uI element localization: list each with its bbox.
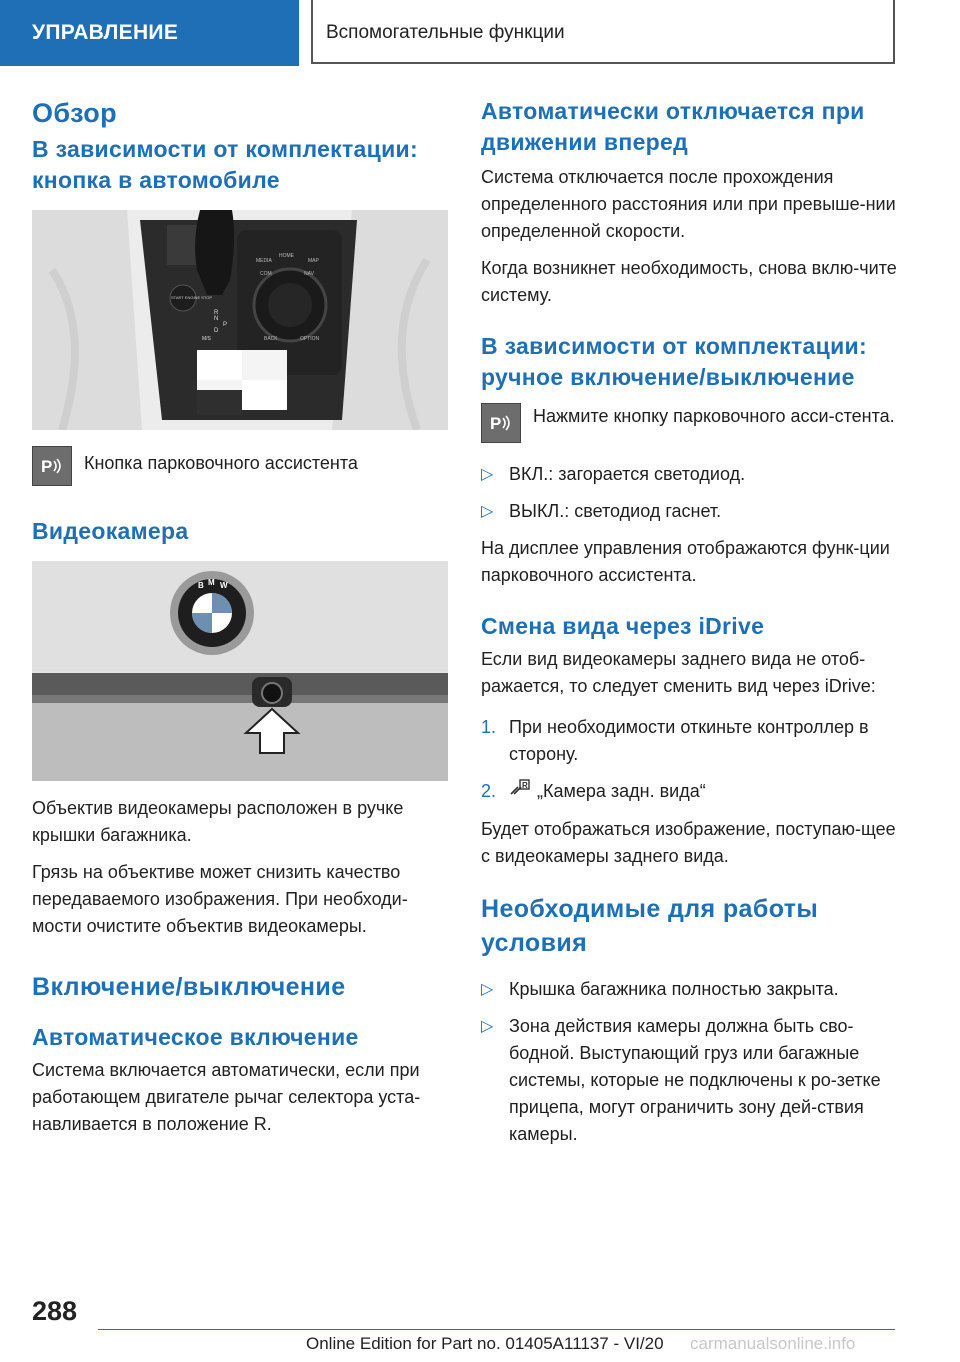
triangle-bullet-icon: ▷ <box>481 466 494 483</box>
camera-illustration <box>32 561 448 781</box>
auto-off-paragraph-1: Система отключается после прохождения определенного расстояния или при превыше-нии определенной скорости. <box>481 167 896 241</box>
section-tab[interactable]: УПРАВЛЕНИЕ <box>0 0 299 66</box>
label-map: MAP <box>308 258 319 264</box>
console-illustration <box>32 210 448 430</box>
right-column <box>481 96 901 1158</box>
footer-divider <box>98 1329 895 1330</box>
auto-on-paragraph: Система включается автоматически, если при работающем двигателе рычаг селектора уста-навливается в положение R. <box>32 1060 421 1134</box>
label-com: COM <box>260 271 272 277</box>
heading-conditions: Необходимые для работы условия <box>481 895 819 958</box>
label-gear-p: P <box>223 322 228 328</box>
svg-text:P: P <box>41 457 53 476</box>
camera-paragraph-2: Грязь на объективе может снизить качество передаваемого изображения. При необходи-мости очистите объектив видеокамеры. <box>32 862 408 936</box>
manual-instruction-text: Нажмите кнопку парковочного асси-стента. <box>533 406 895 426</box>
list-item: 1. При необходимости откиньте контроллер в сторону. <box>481 717 869 764</box>
idrive-steps <box>481 714 901 806</box>
bmw-letter-m: M <box>208 578 215 587</box>
park-assist-caption: Кнопка парковочного ассистента <box>84 453 358 473</box>
rear-camera-icon <box>509 778 537 806</box>
triangle-bullet-icon: ▷ <box>481 1018 494 1036</box>
auto-off-paragraph-2: Когда возникнет необходимость, снова вклю-чите систему. <box>481 258 897 305</box>
park-assist-button-icon <box>32 446 72 486</box>
list-item: ▷ ВЫКЛ.: светодиод гаснет. <box>481 498 901 525</box>
list-item: 2. R „Камера задн. вида“ <box>481 778 901 806</box>
console-image <box>32 210 448 430</box>
label-media: MEDIA <box>256 258 272 264</box>
conditions-list <box>481 976 901 1148</box>
triangle-bullet-icon: ▷ <box>481 981 494 999</box>
label-nav: NAV <box>304 271 314 277</box>
label-gear-d: D <box>214 328 219 334</box>
heading-auto-off: Автоматически отключается при движении вперед <box>481 98 865 155</box>
label-start-stop: START ENGINE STOP <box>171 295 213 300</box>
heading-button-option: В зависимости от комплектации: кнопка в автомобиле <box>32 136 418 193</box>
bmw-letter-w: W <box>220 581 228 590</box>
label-gear-n: N <box>214 316 219 322</box>
on-off-list <box>481 461 901 525</box>
idrive-paragraph: Если вид видеокамеры заднего вида не отоб-ражается, то следует сменить вид через iDrive: <box>481 649 876 696</box>
list-item: ▷ ВКЛ.: загорается светодиод. <box>481 461 901 488</box>
label-back: BACK <box>264 336 278 342</box>
label-gear-r: R <box>214 310 219 316</box>
svg-text:P: P <box>490 414 502 433</box>
heading-idrive: Смена вида через iDrive <box>481 613 765 639</box>
heading-manual: В зависимости от комплектации: ручное включение/выключение <box>481 333 867 390</box>
manual-instruction-row <box>481 403 901 443</box>
left-column <box>32 96 452 1148</box>
list-item: ▷ Зона действия камеры должна быть сво-бодной. Выступающий груз или багажные системы, которые не подключены к ро-зетке прицепа, могут ограничить зону дей-ствия камеры. <box>481 1013 901 1148</box>
camera-paragraph-1: Объектив видеокамеры расположен в ручке крышки багажника. <box>32 798 404 845</box>
chapter-title: Вспомогательные функции <box>326 22 565 43</box>
footer-edition: Online Edition for Part no. 01405A11137 - VI/20 <box>306 1334 664 1353</box>
park-assist-caption-row <box>32 446 452 486</box>
page-number: 288 <box>32 1296 78 1326</box>
list-item: ▷ Крышка багажника полностью закрыта. <box>481 976 901 1003</box>
svg-text:R: R <box>522 781 528 791</box>
camera-image <box>32 561 448 781</box>
idrive-paragraph-2: Будет отображаться изображение, поступаю-щее с видеокамеры заднего вида. <box>481 819 896 867</box>
heading-auto-on: Автоматическое включение <box>32 1024 359 1050</box>
label-gear-ms: M/S <box>202 336 211 342</box>
bmw-letter-b: B <box>198 581 204 590</box>
triangle-bullet-icon: ▷ <box>481 503 494 520</box>
label-option: OPTION <box>300 336 320 342</box>
page-header <box>0 0 960 66</box>
label-home: HOME <box>279 253 294 259</box>
heading-on-off: Включение/выключение <box>32 973 346 1001</box>
watermark: carmanualsonline.info <box>690 1334 856 1353</box>
park-assist-button-icon <box>481 403 521 443</box>
manual-paragraph: На дисплее управления отображаются функ-ции парковочного ассистента. <box>481 538 890 585</box>
heading-overview: Обзор <box>32 98 118 128</box>
heading-camera: Видеокамера <box>32 518 189 544</box>
